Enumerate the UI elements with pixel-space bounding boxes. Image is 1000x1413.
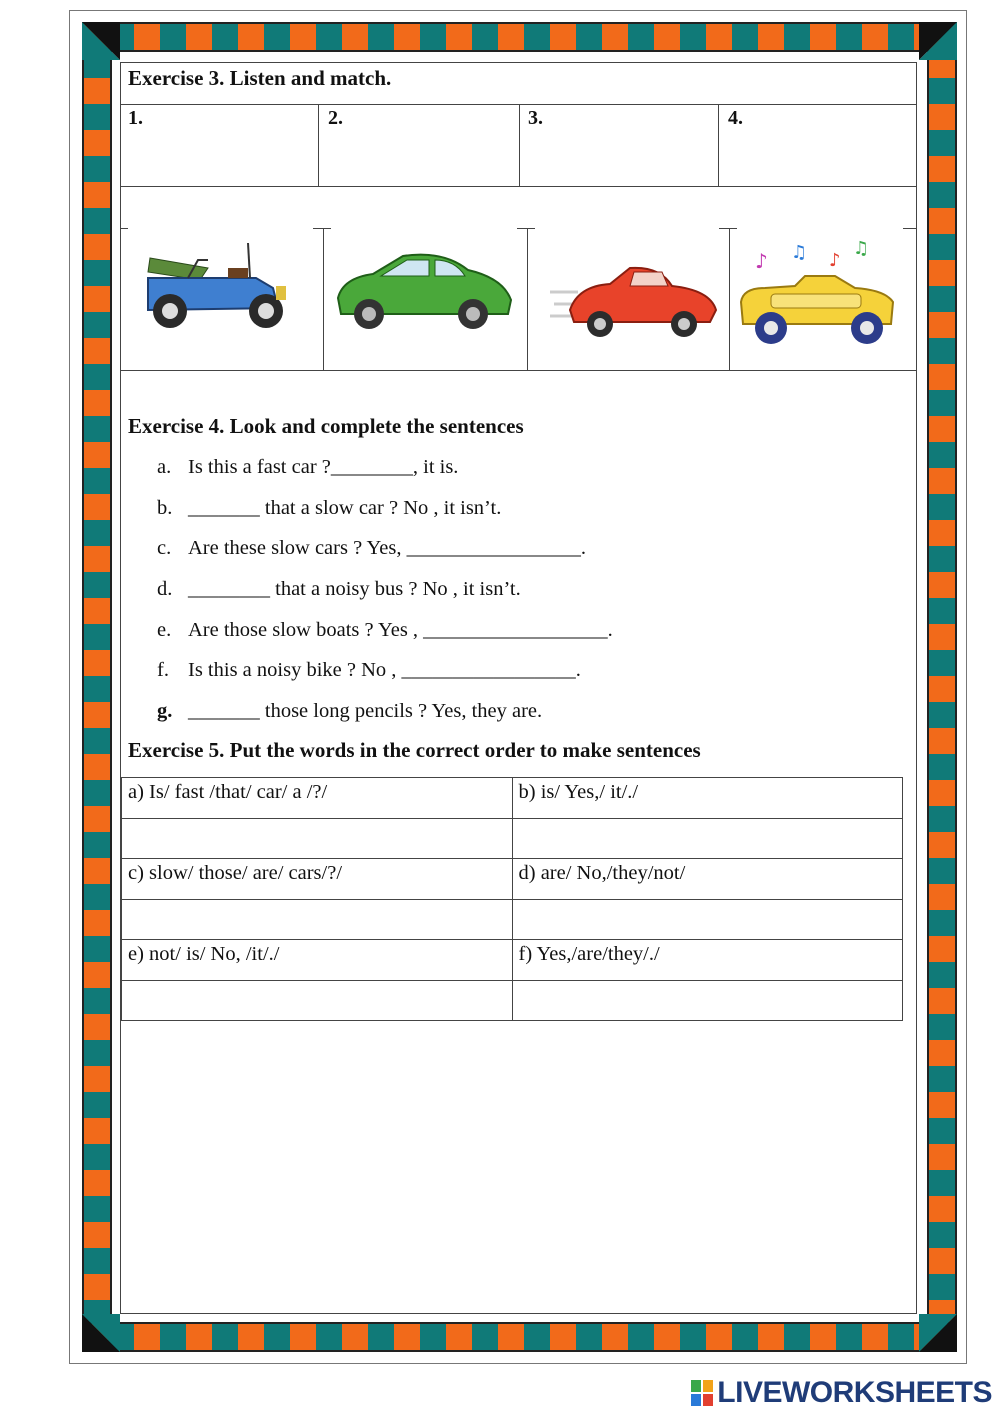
sentence-item[interactable] <box>157 655 613 696</box>
exercise5-heading: Exercise 5. Put the words in the correct order to make sentences <box>128 738 701 762</box>
table-row <box>122 778 903 819</box>
prompt-cell: f) Yes,/are/they/./ <box>512 940 903 981</box>
item-text: ________ that a noisy bus ? No , it isn’t. <box>188 578 521 601</box>
prompt-cell: e) not/ is/ No, /it/./ <box>122 940 513 981</box>
ex3-divider <box>718 104 719 186</box>
sentence-item[interactable] <box>157 615 613 656</box>
table-row <box>122 818 903 859</box>
prompt-cell: a) Is/ fast /that/ car/ a /?/ <box>122 778 513 819</box>
exercise3-heading: Exercise 3. Listen and match. <box>128 66 392 90</box>
item-letter: a. <box>157 456 172 478</box>
item-text: _______ those long pencils ? Yes, they are. <box>188 700 543 723</box>
red-fast-car-picture <box>550 262 720 342</box>
sentence-item[interactable] <box>157 493 613 534</box>
corner-bottom-right <box>919 1314 957 1352</box>
sentence-item[interactable] <box>157 533 613 574</box>
corner-bottom-left <box>82 1314 120 1352</box>
answer-cell[interactable] <box>122 818 513 859</box>
tick <box>120 228 128 229</box>
item-letter: c. <box>157 537 172 560</box>
liveworksheets-watermark <box>691 1376 992 1410</box>
green-car-picture <box>333 248 515 333</box>
item-letter: e. <box>157 618 172 641</box>
svg-text:♪: ♪ <box>829 250 841 271</box>
exercise5-table <box>121 777 903 1021</box>
watermark-text: LIVEWORKSHEETS <box>717 1376 992 1409</box>
ex3-divider <box>318 104 319 186</box>
answer-cell[interactable] <box>122 980 513 1021</box>
exercise4-list <box>157 452 613 737</box>
border-bottom <box>82 1322 957 1352</box>
ex3-divider <box>519 104 520 186</box>
border-left <box>82 52 112 1322</box>
table-row <box>122 859 903 900</box>
item-text: Is this a fast car ?________, it is. <box>188 456 459 478</box>
answer-cell[interactable] <box>122 899 513 940</box>
picture-divider <box>323 228 324 370</box>
svg-text:♫: ♫ <box>853 238 870 259</box>
table-row <box>122 980 903 1021</box>
tick <box>517 228 535 229</box>
table-row <box>122 940 903 981</box>
sentence-item[interactable] <box>157 452 613 493</box>
exercise4-heading: Exercise 4. Look and complete the sentences <box>128 414 524 438</box>
prompt-cell: d) are/ No,/they/not/ <box>512 859 903 900</box>
prompt-cell: c) slow/ those/ are/ cars/?/ <box>122 859 513 900</box>
item-letter: f. <box>157 659 169 682</box>
item-letter: d. <box>157 578 173 601</box>
border-top <box>82 22 957 52</box>
svg-text:♫: ♫ <box>791 242 808 263</box>
blue-vintage-car-picture <box>128 238 293 333</box>
answer-box-4[interactable]: 4. <box>728 107 743 129</box>
tick <box>719 228 737 229</box>
answer-cell[interactable] <box>512 899 903 940</box>
sentence-item[interactable] <box>157 574 613 615</box>
item-text: Are those slow boats ? Yes , __________________. <box>188 618 613 641</box>
picture-divider <box>527 228 528 370</box>
item-letter: b. <box>157 496 173 519</box>
svg-text:♪: ♪ <box>755 249 768 273</box>
prompt-cell: b) is/ Yes,/ it/./ <box>512 778 903 819</box>
ex3-rule <box>120 186 917 187</box>
yellow-noisy-car-picture <box>735 236 901 356</box>
item-letter: g. <box>157 700 173 723</box>
answer-box-3[interactable]: 3. <box>528 107 543 129</box>
sentence-item[interactable] <box>157 696 613 737</box>
tick <box>903 228 917 229</box>
corner-top-left <box>82 22 120 60</box>
picture-divider <box>729 228 730 370</box>
answer-cell[interactable] <box>512 980 903 1021</box>
ex3-rule <box>120 370 917 371</box>
tick <box>313 228 331 229</box>
border-right <box>927 52 957 1322</box>
item-text: Are these slow cars ? Yes, _________________. <box>188 537 586 560</box>
liveworksheets-logo-icon <box>691 1380 713 1406</box>
answer-cell[interactable] <box>512 818 903 859</box>
corner-top-right <box>919 22 957 60</box>
item-text: _______ that a slow car ? No , it isn’t. <box>188 496 502 519</box>
answer-box-1[interactable]: 1. <box>128 107 143 129</box>
item-text: Is this a noisy bike ? No , _________________. <box>188 659 581 682</box>
table-row <box>122 899 903 940</box>
answer-box-2[interactable]: 2. <box>328 107 343 129</box>
